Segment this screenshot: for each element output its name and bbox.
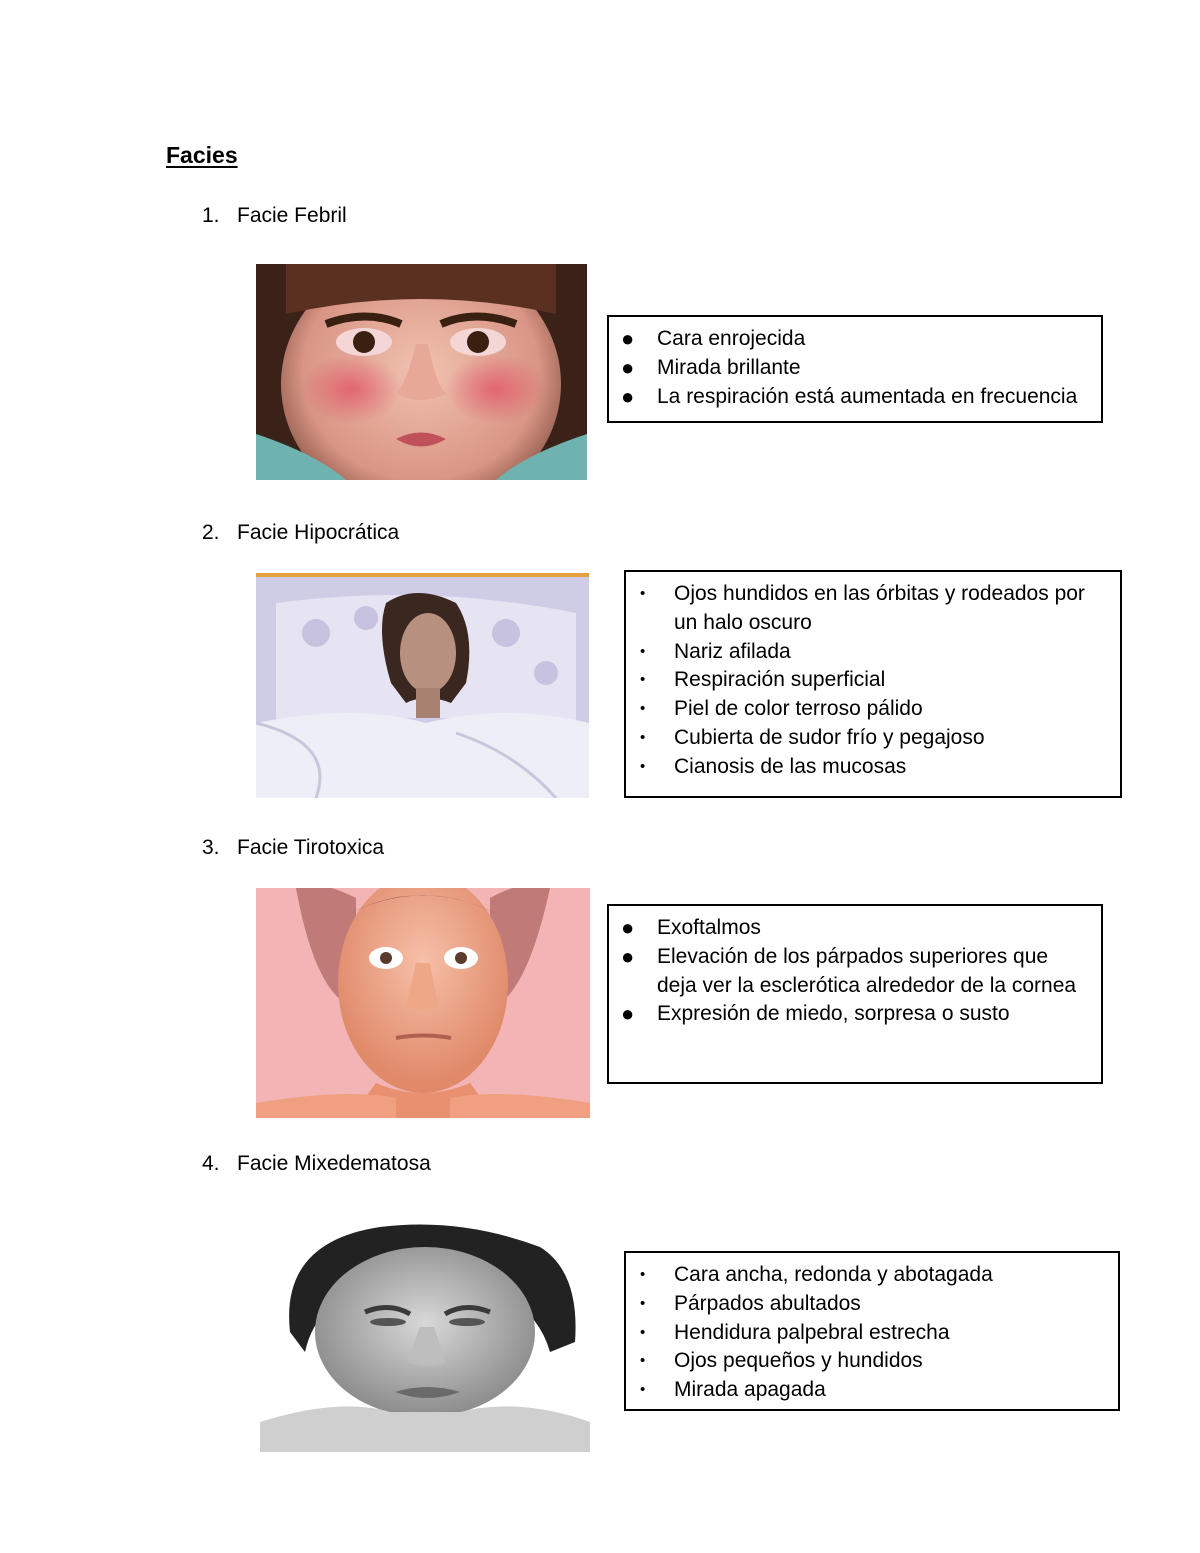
page-title: Facies bbox=[166, 142, 238, 168]
features-box-hipocratica bbox=[624, 570, 1122, 798]
features-box-tirotoxica bbox=[607, 904, 1103, 1084]
section-title: Facie Mixedematosa bbox=[237, 1152, 431, 1175]
list-item: • Piel de color terroso pálido bbox=[626, 695, 1106, 724]
section-heading-hipocratica bbox=[202, 521, 399, 545]
bullet-icon: • bbox=[640, 1352, 646, 1370]
bullet-icon: ● bbox=[621, 915, 635, 940]
list-item: • Cianosis de las mucosas bbox=[626, 753, 1106, 782]
list-item: • Ojos pequeños y hundidos bbox=[626, 1347, 1118, 1376]
list-item: • Respiración superficial bbox=[626, 666, 1106, 695]
list-item: ● La respiración está aumentada en frecuencia bbox=[609, 383, 1101, 412]
bullet-icon: • bbox=[640, 700, 646, 718]
section-title: Facie Febril bbox=[237, 204, 347, 227]
section-number: 2. bbox=[202, 521, 220, 544]
list-item: • Hendidura palpebral estrecha bbox=[626, 1319, 1118, 1348]
list-item: ● Cara enrojecida bbox=[609, 325, 1101, 354]
bullet-icon: ● bbox=[621, 354, 635, 380]
section-number: 4. bbox=[202, 1152, 220, 1175]
section-title: Facie Tirotoxica bbox=[237, 836, 385, 859]
bullet-icon: • bbox=[640, 671, 646, 689]
section-number: 3. bbox=[202, 836, 220, 859]
bullet-icon: • bbox=[640, 642, 646, 660]
features-box-mixedematosa bbox=[624, 1251, 1120, 1411]
myxedema-face-grayscale-photo bbox=[260, 1222, 590, 1452]
list-item: • Nariz afilada bbox=[626, 638, 1106, 667]
bullet-icon: ● bbox=[621, 383, 635, 409]
section-heading-tirotoxica bbox=[202, 836, 384, 860]
section-heading-mixedematosa bbox=[202, 1152, 431, 1176]
bullet-icon: • bbox=[640, 1294, 646, 1312]
bullet-icon: ● bbox=[621, 326, 635, 351]
section-heading-febril bbox=[202, 204, 347, 228]
bullet-icon: • bbox=[640, 728, 646, 746]
bullet-icon: ● bbox=[621, 943, 635, 969]
bullet-icon: • bbox=[640, 757, 646, 775]
features-box-febril bbox=[607, 315, 1103, 423]
list-item: ● Expresión de miedo, sorpresa o susto bbox=[609, 1000, 1087, 1029]
bullet-icon: • bbox=[640, 1381, 646, 1399]
list-item: • Cara ancha, redonda y abotagada bbox=[626, 1261, 1118, 1290]
list-item: ● Mirada brillante bbox=[609, 354, 1101, 383]
section-number: 1. bbox=[202, 204, 220, 227]
section-title: Facie Hipocrática bbox=[237, 521, 400, 544]
bullet-icon: • bbox=[640, 1323, 646, 1341]
feverish-child-face-photo bbox=[256, 264, 587, 480]
list-item: ● Elevación de los párpados superiores que deja ver la esclerótica alrededor de la cornea bbox=[621, 943, 1077, 997]
emaciated-patient-in-bed-photo bbox=[256, 573, 589, 798]
list-item: ● Exoftalmos bbox=[609, 914, 1087, 943]
list-item: • Párpados abultados bbox=[626, 1290, 1118, 1319]
list-item: • Mirada apagada bbox=[626, 1376, 1118, 1405]
bullet-icon: ● bbox=[621, 1001, 635, 1027]
bullet-icon: • bbox=[640, 1266, 646, 1283]
exophthalmic-woman-face-photo bbox=[256, 888, 590, 1118]
list-item: • Ojos hundidos en las órbitas y rodeados por un halo oscuro bbox=[640, 582, 1085, 634]
list-item: • Cubierta de sudor frío y pegajoso bbox=[626, 724, 1106, 753]
bullet-icon: • bbox=[640, 585, 646, 602]
